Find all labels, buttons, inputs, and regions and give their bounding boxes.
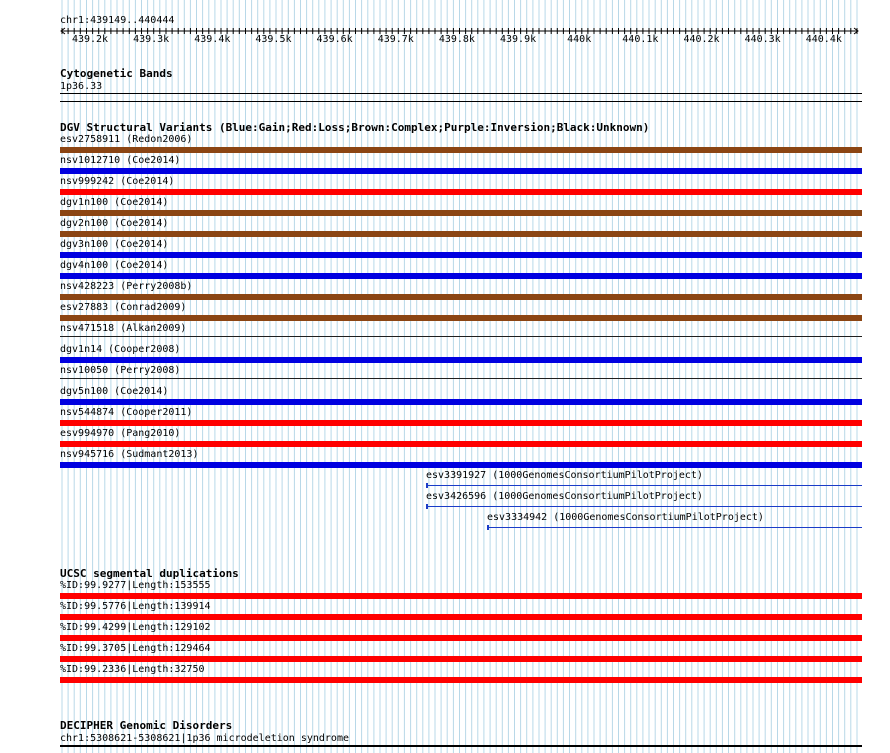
dgv-feature-label[interactable]: esv3391927 (1000GenomesConsortiumPilotProject) <box>426 470 703 481</box>
dgv-feature-label[interactable]: nsv428223 (Perry2008b) <box>60 281 193 292</box>
dgv-feature-label[interactable]: dgv5n100 (Coe2014) <box>60 386 169 397</box>
ruler-tick-label: 439.4k <box>194 34 231 45</box>
decipher-feature-bar[interactable] <box>60 745 862 747</box>
dgv-feature-label[interactable]: esv2758911 (Redon2006) <box>60 134 193 145</box>
segdup-feature-bar[interactable] <box>60 656 862 662</box>
locus-label: chr1:439149..440444 <box>60 15 175 26</box>
dgv-feature-bar[interactable] <box>60 315 862 321</box>
dgv-feature-bar[interactable] <box>60 420 862 426</box>
ruler-tick-label: 440.4k <box>805 34 842 45</box>
dgv-feature-bar[interactable] <box>60 273 862 279</box>
dgv-feature-bar[interactable] <box>60 168 862 174</box>
dgv-feature-label[interactable]: dgv1n14 (Cooper2008) <box>60 344 181 355</box>
cytoband-band-upper[interactable] <box>60 93 862 94</box>
segdup-feature-label[interactable]: %ID:99.2336|Length:32750 <box>60 664 205 675</box>
dgv-feature-label[interactable]: esv3334942 (1000GenomesConsortiumPilotProject) <box>487 512 764 523</box>
ruler-tick-label: 439.7k <box>377 34 414 45</box>
segdup-feature-label[interactable]: %ID:99.3705|Length:129464 <box>60 643 211 654</box>
dgv-feature-bar[interactable] <box>60 294 862 300</box>
dgv-feature-bar[interactable] <box>60 231 862 237</box>
dgv-feature-bar[interactable] <box>60 210 862 216</box>
segdup-feature-bar[interactable] <box>60 614 862 620</box>
dgv-feature-bar[interactable] <box>60 441 862 447</box>
cytoband-label[interactable]: 1p36.33 <box>60 81 103 92</box>
dgv-feature-line[interactable] <box>426 506 862 507</box>
dgv-feature-label[interactable]: dgv2n100 (Coe2014) <box>60 218 169 229</box>
segdup-feature-bar[interactable] <box>60 677 862 683</box>
segdup-feature-bar[interactable] <box>60 635 862 641</box>
dgv-track-title[interactable]: DGV Structural Variants (Blue:Gain;Red:Loss;Brown:Complex;Purple:Inversion;Black:Unknown) <box>60 121 650 134</box>
dgv-feature-bar[interactable] <box>60 357 862 363</box>
cytoband-band-lower <box>60 101 862 102</box>
dgv-feature-label[interactable]: esv27883 (Conrad2009) <box>60 302 187 313</box>
ruler-tick-label: 439.6k <box>316 34 353 45</box>
segdup-feature-bar[interactable] <box>60 593 862 599</box>
ruler-tick-label: 440.2k <box>683 34 720 45</box>
dgv-feature-bar[interactable] <box>60 147 862 153</box>
dgv-feature-label[interactable]: esv994970 (Pang2010) <box>60 428 181 439</box>
ruler-tick-label: 439.9k <box>499 34 537 45</box>
dgv-feature-start-marker <box>426 483 428 488</box>
dgv-feature-start-marker <box>487 525 489 530</box>
segdup-feature-label[interactable]: %ID:99.4299|Length:129102 <box>60 622 211 633</box>
dgv-feature-line[interactable] <box>426 485 862 486</box>
cytoband-track-title[interactable]: Cytogenetic Bands <box>60 67 173 80</box>
dgv-feature-bar[interactable] <box>60 189 862 195</box>
segdup-track-title[interactable]: UCSC segmental duplications <box>60 567 239 580</box>
dgv-feature-label[interactable]: nsv999242 (Coe2014) <box>60 176 175 187</box>
ruler-tick-label: 439.5k <box>255 34 292 45</box>
dgv-feature-label[interactable]: esv3426596 (1000GenomesConsortiumPilotProject) <box>426 491 703 502</box>
segdup-feature-label[interactable]: %ID:99.9277|Length:153555 <box>60 580 211 591</box>
dgv-feature-label[interactable]: nsv471518 (Alkan2009) <box>60 323 187 334</box>
ruler-tick-label: 439.8k <box>438 34 475 45</box>
dgv-feature-label[interactable]: dgv1n100 (Coe2014) <box>60 197 169 208</box>
dgv-feature-line[interactable] <box>487 527 862 528</box>
ruler-tick-label: 439.2k <box>71 34 109 45</box>
ruler-tick-label: 440.3k <box>744 34 781 45</box>
dgv-feature-bar[interactable] <box>60 252 862 258</box>
dgv-feature-bar[interactable] <box>60 399 862 405</box>
dgv-feature-bar[interactable] <box>60 378 862 379</box>
ruler-tick-label: 440.1k <box>622 34 659 45</box>
dgv-feature-bar[interactable] <box>60 462 862 468</box>
ruler-tick-label: 439.3k <box>133 34 170 45</box>
dgv-feature-bar[interactable] <box>60 336 862 337</box>
decipher-track-title[interactable]: DECIPHER Genomic Disorders <box>60 719 233 732</box>
dgv-feature-label[interactable]: dgv3n100 (Coe2014) <box>60 239 169 250</box>
dgv-feature-label[interactable]: nsv10050 (Perry2008) <box>60 365 181 376</box>
dgv-feature-label[interactable]: nsv945716 (Sudmant2013) <box>60 449 199 460</box>
dgv-feature-label[interactable]: dgv4n100 (Coe2014) <box>60 260 169 271</box>
segdup-feature-label[interactable]: %ID:99.5776|Length:139914 <box>60 601 211 612</box>
decipher-feature-label[interactable]: chr1:5308621-5308621|1p36 microdeletion syndrome <box>60 733 349 744</box>
dgv-feature-label[interactable]: nsv544874 (Cooper2011) <box>60 407 193 418</box>
ruler-tick-label: 440k <box>567 34 592 45</box>
dgv-feature-start-marker <box>426 504 428 509</box>
dgv-feature-label[interactable]: nsv1012710 (Coe2014) <box>60 155 181 166</box>
